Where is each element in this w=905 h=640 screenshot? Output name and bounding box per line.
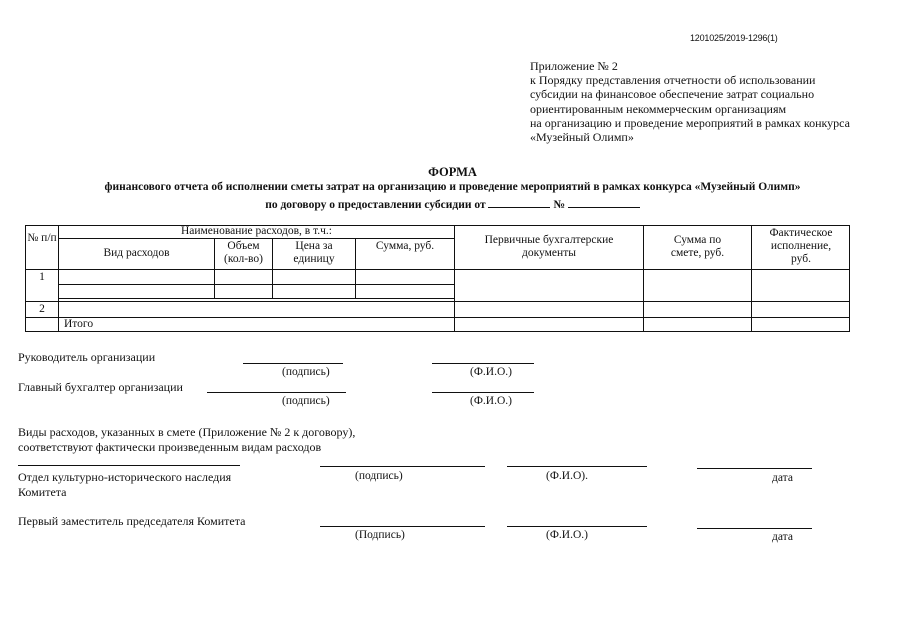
header-unit-price: Цена за единицу [293,240,335,265]
header-estimate-sum: Сумма по смете, руб. [670,234,725,259]
contract-number-sign: № [553,199,565,211]
report-table [25,225,850,332]
deputy-label: Первый заместитель председателя Комитета [18,514,246,528]
dept-fio-line [507,466,647,467]
dept-top-line [18,465,240,466]
total-label: Итого [64,318,94,330]
appendix-header [530,59,850,144]
accountant-fio-caption: (Ф.И.О.) [470,395,512,407]
appendix-line: на организацию и проведение мероприятий в рамках конкурса [530,115,850,130]
dept-date-line [697,468,812,469]
accountant-signature-line [207,392,346,393]
deputy-date-line [697,528,812,529]
deputy-signature-line [320,526,485,527]
appendix-line: субсидии на финансовое обеспечение затрат социально [530,87,815,102]
deputy-signature-caption: (Подпись) [355,529,405,541]
header-expense-names: Наименование расходов, в т.ч.: [180,225,333,237]
note-line: соответствуют фактически произведенным видам расходов [18,440,322,454]
dept-label: Комитета [18,485,67,499]
header-primary-docs: Первичные бухгалтерские документы [484,234,614,259]
head-signature-line [243,363,343,364]
accountant-signature-caption: (подпись) [282,395,330,407]
dept-fio-caption: (Ф.И.О). [546,470,588,482]
form-subtitle: финансового отчета об исполнении сметы затрат на организацию и проведение мероприятий в рамках конкурса «Музейный Олимп» [104,181,801,193]
appendix-line: к Порядку представления отчетности об использовании [530,73,816,88]
dept-date-caption: дата [772,472,793,484]
deputy-fio-line [507,526,647,527]
accountant-fio-line [432,392,534,393]
document-number: 1201025/2019-1296(1) [690,33,778,43]
deputy-fio-caption: (Ф.И.О.) [546,529,588,541]
dept-signature-caption: (подпись) [355,470,403,482]
note-line: Виды расходов, указанных в смете (Приложение № 2 к договору), [18,425,356,439]
dept-label: Отдел культурно-исторического наследия [18,470,232,484]
contract-date-prefix: по договору о предоставлении субсидии от [265,199,486,211]
deputy-date-caption: дата [772,531,793,543]
contract-number-blank [568,196,640,208]
table-divider [26,317,849,318]
header-actual: Фактическое исполнение, руб. [769,227,833,265]
form-subtitle-contract [0,196,905,211]
form-title: ФОРМА [428,165,477,179]
header-expense-type: Вид расходов [103,247,170,259]
header-volume: Объем (кол-во) [224,240,263,265]
table-divider [26,269,849,270]
chief-accountant-label: Главный бухгалтер организации [18,380,183,394]
table-divider [59,284,454,285]
appendix-line: ориентированным некоммерческим организациям [530,101,787,116]
header-number: № п/п [27,232,57,244]
head-fio-caption: (Ф.И.О.) [470,366,512,378]
table-divider [59,298,454,299]
header-sum: Сумма, руб. [375,240,435,252]
table-divider [59,238,454,239]
row-number: 1 [39,271,45,283]
table-divider [58,226,59,331]
table-divider [26,301,849,302]
head-signature-caption: (подпись) [282,366,330,378]
contract-date-blank [488,196,550,208]
appendix-title: Приложение № 2 [530,59,618,73]
row-number: 2 [39,303,45,315]
dept-signature-line [320,466,485,467]
appendix-line: «Музейный Олимп» [530,130,634,145]
head-label: Руководитель организации [18,350,156,364]
head-fio-line [432,363,534,364]
